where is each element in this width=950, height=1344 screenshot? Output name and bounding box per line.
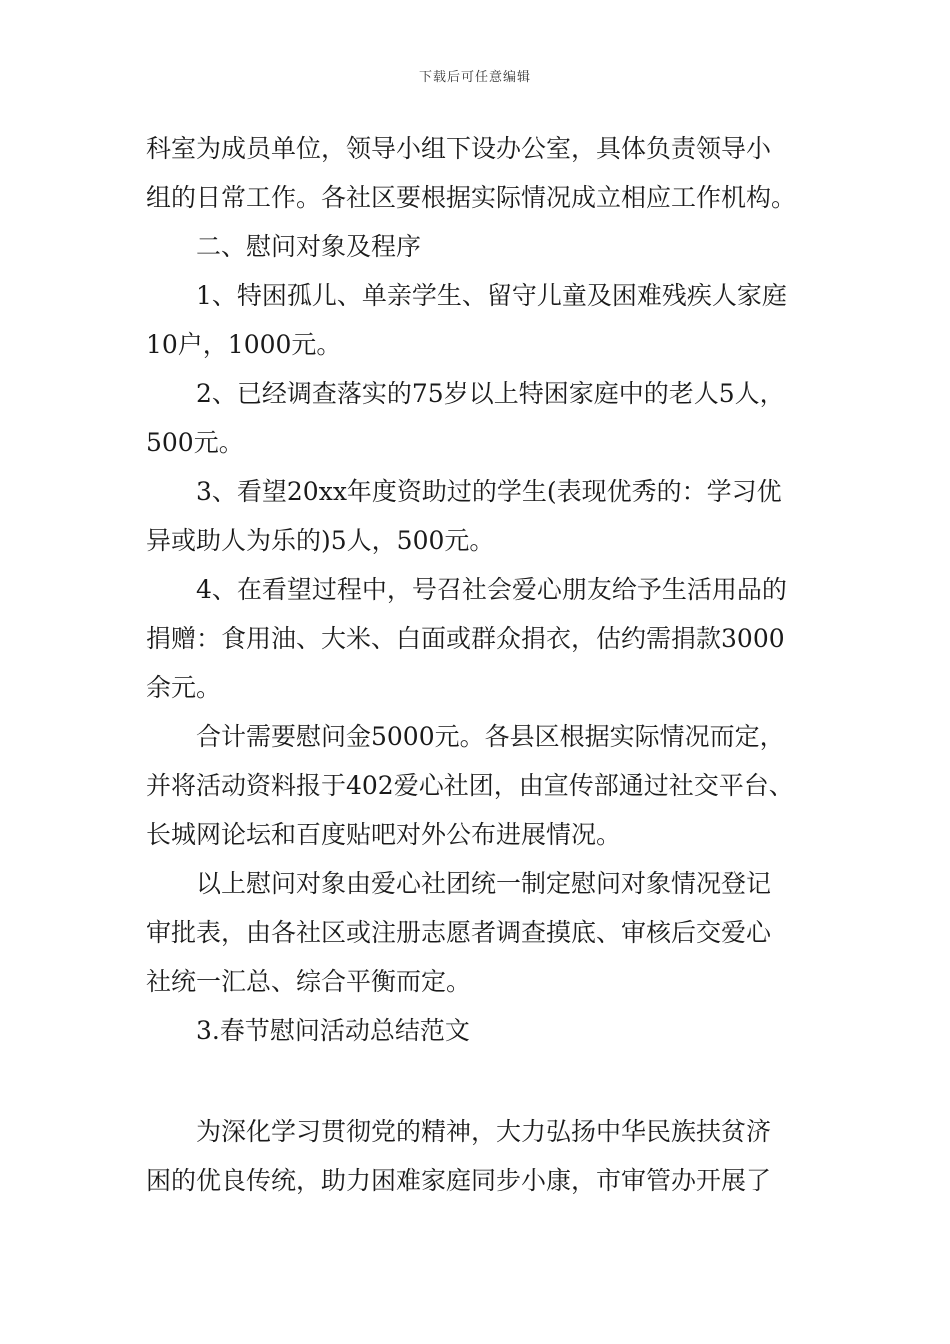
section-title: 3.春节慰问活动总结范文 [196, 1016, 470, 1045]
summary-paragraph-cont: 审批表，由各社区或注册志愿者调查摸底、审核后交爱心 [146, 918, 772, 947]
list-item-4: 4、在看望过程中，号召社会爱心朋友给予生活用品的 [196, 575, 787, 604]
document-body [146, 124, 816, 1205]
body-line: 科室为成员单位，领导小组下设办公室，具体负责领导小 [146, 134, 772, 163]
section-heading: 二、慰问对象及程序 [196, 232, 422, 261]
summary-paragraph: 以上慰问对象由爱心社团统一制定慰问对象情况登记 [196, 869, 772, 898]
list-item-3: 3、看望20xx年度资助过的学生(表现优秀的：学习优 [196, 477, 782, 506]
list-item-3-cont: 异或助人为乐的)5人，500元。 [146, 526, 495, 555]
page-header: 下载后可任意编辑 [418, 70, 531, 85]
total-paragraph-cont: 长城网论坛和百度贴吧对外公布进展情况。 [146, 820, 622, 849]
intro-paragraph-cont: 困的优良传统，助力困难家庭同步小康，市审管办开展了 [146, 1166, 772, 1195]
total-paragraph-cont: 并将活动资料报于402爱心社团，由宣传部通过社交平台、 [146, 771, 794, 800]
list-item-2: 2、已经调查落实的75岁以上特困家庭中的老人5人， [196, 379, 785, 408]
intro-paragraph: 为深化学习贯彻党的精神，大力弘扬中华民族扶贫济 [196, 1117, 772, 1146]
summary-paragraph-cont: 社统一汇总、综合平衡而定。 [146, 967, 472, 996]
list-item-2-cont: 500元。 [146, 428, 244, 457]
body-line: 组的日常工作。各社区要根据实际情况成立相应工作机构。 [146, 183, 797, 212]
list-item-4-cont: 余元。 [146, 673, 222, 702]
list-item-4-cont: 捐赠：食用油、大米、白面或群众捐衣，估约需捐款3000 [146, 624, 785, 653]
list-item-1: 1、特困孤儿、单亲学生、留守儿童及困难残疾人家庭 [196, 281, 787, 310]
blank-line [146, 1055, 816, 1107]
list-item-1-cont: 10户，1000元。 [146, 330, 342, 359]
total-paragraph: 合计需要慰问金5000元。各县区根据实际情况而定， [196, 722, 785, 751]
